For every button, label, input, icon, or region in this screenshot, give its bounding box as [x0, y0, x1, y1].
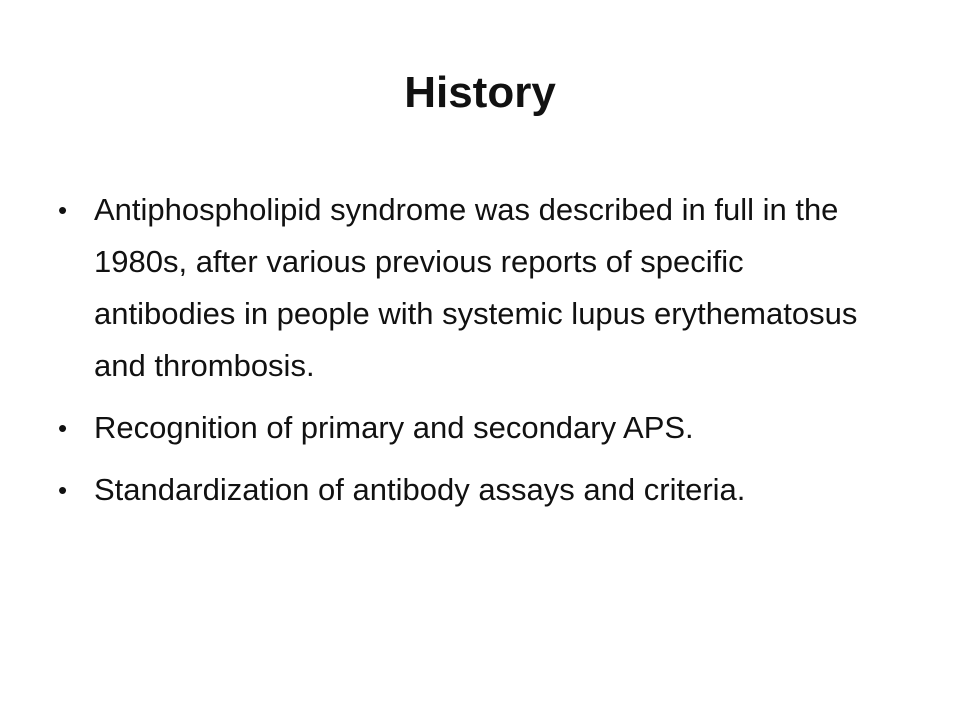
bullet-text: Standardization of antibody assays and criteria. — [94, 472, 746, 507]
bullet-dot-icon: • — [58, 475, 68, 505]
bullet-dot-icon: • — [58, 195, 68, 225]
bullet-item — [58, 464, 888, 516]
bullet-text: Antiphospholipid syndrome was described in full in the 1980s, after various previous reports of specific antibodies in people with systemic lupus erythematosus and thrombosis. — [94, 192, 858, 383]
bullet-dot-icon: • — [58, 413, 68, 443]
bullet-list — [58, 184, 888, 526]
bullet-item — [58, 402, 888, 454]
bullet-text: Recognition of primary and secondary APS. — [94, 410, 694, 445]
bullet-item — [58, 184, 888, 392]
slide-title: History — [404, 68, 556, 117]
